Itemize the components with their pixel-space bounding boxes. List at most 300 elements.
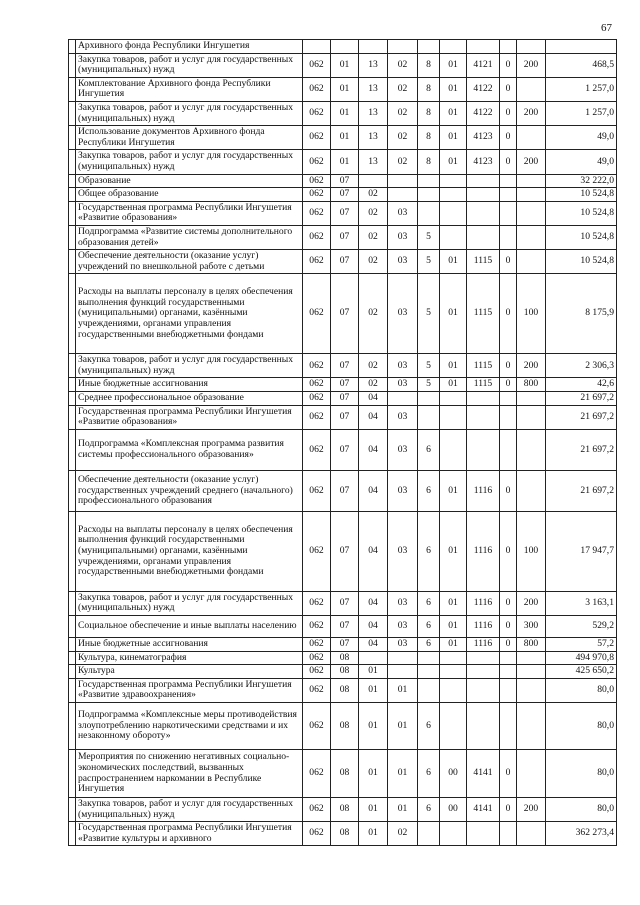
- code-event-cell: [440, 665, 467, 679]
- code-subsection-cell: 02: [359, 201, 388, 225]
- row-margin-cell: [69, 225, 76, 249]
- code-extra-cell: 0: [500, 378, 517, 392]
- item-name-cell: Комплектование Архивного фонда Республики Ингушетия: [76, 77, 303, 101]
- code-program-cell: 03: [388, 201, 418, 225]
- code-program-cell: 02: [388, 77, 418, 101]
- code-section-cell: 01: [331, 126, 359, 150]
- code-expense-type-cell: [517, 470, 546, 511]
- code-subsection-cell: [359, 651, 388, 665]
- code-subsection-cell: [359, 174, 388, 188]
- code-program-cell: 03: [388, 616, 418, 638]
- table-row: [69, 511, 617, 591]
- code-subprogram-cell: 8: [418, 150, 440, 174]
- code-program-cell: 01: [388, 798, 418, 822]
- amount-cell: 80,0: [546, 750, 617, 798]
- amount-cell: 3 163,1: [546, 591, 617, 615]
- code-subprogram-cell: 6: [418, 638, 440, 652]
- code-subprogram-cell: 6: [418, 750, 440, 798]
- code-subprogram-cell: 8: [418, 77, 440, 101]
- code-section-cell: [331, 40, 359, 54]
- table-row: [69, 150, 617, 174]
- code-extra-cell: 0: [500, 798, 517, 822]
- row-margin-cell: [69, 665, 76, 679]
- table-row: [69, 678, 617, 702]
- code-section-cell: 01: [331, 150, 359, 174]
- table-row: [69, 638, 617, 652]
- code-expense-type-cell: [517, 40, 546, 54]
- item-name-cell: Иные бюджетные ассигнования: [76, 638, 303, 652]
- row-margin-cell: [69, 174, 76, 188]
- code-subsection-cell: 04: [359, 591, 388, 615]
- code-admin-cell: 062: [303, 616, 331, 638]
- amount-cell: [546, 40, 617, 54]
- code-admin-cell: 062: [303, 77, 331, 101]
- item-name-cell: Закупка товаров, работ и услуг для государственных (муниципальных) нужд: [76, 53, 303, 77]
- code-direction-cell: [467, 201, 500, 225]
- amount-cell: 425 650,2: [546, 665, 617, 679]
- item-name-cell: Закупка товаров, работ и услуг для государственных (муниципальных) нужд: [76, 150, 303, 174]
- row-margin-cell: [69, 378, 76, 392]
- amount-cell: 21 697,2: [546, 405, 617, 429]
- code-subsection-cell: 04: [359, 405, 388, 429]
- table-row: [69, 53, 617, 77]
- code-extra-cell: [500, 405, 517, 429]
- code-subsection-cell: 01: [359, 822, 388, 846]
- row-margin-cell: [69, 678, 76, 702]
- code-direction-cell: 1116: [467, 616, 500, 638]
- code-extra-cell: 0: [500, 250, 517, 274]
- code-direction-cell: [467, 703, 500, 750]
- code-admin-cell: 062: [303, 511, 331, 591]
- code-direction-cell: 1115: [467, 354, 500, 378]
- table-row: [69, 429, 617, 470]
- code-program-cell: 03: [388, 591, 418, 615]
- code-admin-cell: 062: [303, 429, 331, 470]
- item-name-cell: Закупка товаров, работ и услуг для государственных (муниципальных) нужд: [76, 591, 303, 615]
- code-subprogram-cell: 5: [418, 378, 440, 392]
- table-row: [69, 77, 617, 101]
- code-expense-type-cell: [517, 703, 546, 750]
- code-extra-cell: [500, 225, 517, 249]
- code-program-cell: [388, 392, 418, 406]
- code-subsection-cell: 04: [359, 470, 388, 511]
- amount-cell: 468,5: [546, 53, 617, 77]
- code-subprogram-cell: [418, 651, 440, 665]
- amount-cell: 21 697,2: [546, 429, 617, 470]
- row-margin-cell: [69, 150, 76, 174]
- code-extra-cell: 0: [500, 101, 517, 125]
- code-subprogram-cell: 8: [418, 101, 440, 125]
- code-subprogram-cell: [418, 174, 440, 188]
- code-section-cell: 07: [331, 188, 359, 202]
- row-margin-cell: [69, 40, 76, 54]
- code-admin-cell: 062: [303, 174, 331, 188]
- item-name-cell: Государственная программа Республики Ингушетия «Развитие культуры и архивного: [76, 822, 303, 846]
- code-expense-type-cell: [517, 225, 546, 249]
- code-subprogram-cell: 6: [418, 591, 440, 615]
- code-event-cell: 01: [440, 616, 467, 638]
- item-name-cell: Культура: [76, 665, 303, 679]
- code-expense-type-cell: 200: [517, 101, 546, 125]
- table-row: [69, 274, 617, 354]
- code-event-cell: 01: [440, 274, 467, 354]
- code-event-cell: [440, 678, 467, 702]
- table-row: [69, 651, 617, 665]
- code-section-cell: 07: [331, 638, 359, 652]
- code-event-cell: [440, 405, 467, 429]
- code-section-cell: 07: [331, 274, 359, 354]
- code-subsection-cell: 01: [359, 703, 388, 750]
- row-margin-cell: [69, 511, 76, 591]
- code-expense-type-cell: [517, 678, 546, 702]
- code-extra-cell: [500, 651, 517, 665]
- code-subprogram-cell: 6: [418, 616, 440, 638]
- code-extra-cell: [500, 201, 517, 225]
- code-direction-cell: [467, 174, 500, 188]
- amount-cell: 21 697,2: [546, 470, 617, 511]
- table-row: [69, 126, 617, 150]
- code-program-cell: [388, 188, 418, 202]
- code-extra-cell: [500, 822, 517, 846]
- code-subprogram-cell: 5: [418, 250, 440, 274]
- code-admin-cell: 062: [303, 703, 331, 750]
- row-margin-cell: [69, 750, 76, 798]
- item-name-cell: Обеспечение деятельности (оказание услуг) учреждений по внешкольной работе с детьми: [76, 250, 303, 274]
- code-expense-type-cell: [517, 77, 546, 101]
- amount-cell: 2 306,3: [546, 354, 617, 378]
- code-program-cell: 02: [388, 126, 418, 150]
- row-margin-cell: [69, 77, 76, 101]
- code-extra-cell: [500, 392, 517, 406]
- code-program-cell: 02: [388, 150, 418, 174]
- budget-table: [68, 39, 617, 846]
- code-program-cell: 03: [388, 354, 418, 378]
- amount-cell: 10 524,8: [546, 225, 617, 249]
- code-expense-type-cell: [517, 665, 546, 679]
- code-section-cell: 07: [331, 616, 359, 638]
- code-event-cell: [440, 703, 467, 750]
- code-admin-cell: 062: [303, 750, 331, 798]
- code-extra-cell: [500, 678, 517, 702]
- row-margin-cell: [69, 188, 76, 202]
- code-admin-cell: 062: [303, 378, 331, 392]
- code-section-cell: 01: [331, 101, 359, 125]
- code-program-cell: 03: [388, 225, 418, 249]
- item-name-cell: Использование документов Архивного фонда Республики Ингушетия: [76, 126, 303, 150]
- code-event-cell: 01: [440, 77, 467, 101]
- code-subprogram-cell: 6: [418, 703, 440, 750]
- amount-cell: 21 697,2: [546, 392, 617, 406]
- table-row: [69, 250, 617, 274]
- code-program-cell: 03: [388, 470, 418, 511]
- code-direction-cell: [467, 405, 500, 429]
- code-direction-cell: 1115: [467, 274, 500, 354]
- item-name-cell: Иные бюджетные ассигнования: [76, 378, 303, 392]
- row-margin-cell: [69, 429, 76, 470]
- code-expense-type-cell: 100: [517, 511, 546, 591]
- amount-cell: 80,0: [546, 703, 617, 750]
- code-extra-cell: 0: [500, 616, 517, 638]
- code-admin-cell: 062: [303, 126, 331, 150]
- table-row: [69, 665, 617, 679]
- code-event-cell: [440, 651, 467, 665]
- code-admin-cell: 062: [303, 392, 331, 406]
- item-name-cell: Социальное обеспечение и иные выплаты населению: [76, 616, 303, 638]
- amount-cell: 8 175,9: [546, 274, 617, 354]
- code-extra-cell: 0: [500, 77, 517, 101]
- code-expense-type-cell: [517, 429, 546, 470]
- item-name-cell: Общее образование: [76, 188, 303, 202]
- amount-cell: 362 273,4: [546, 822, 617, 846]
- code-admin-cell: 062: [303, 150, 331, 174]
- item-name-cell: Государственная программа Республики Ингушетия «Развитие здравоохранения»: [76, 678, 303, 702]
- table-row: [69, 354, 617, 378]
- code-expense-type-cell: 100: [517, 274, 546, 354]
- code-section-cell: 07: [331, 470, 359, 511]
- table-row: [69, 392, 617, 406]
- code-extra-cell: 0: [500, 150, 517, 174]
- item-name-cell: Закупка товаров, работ и услуг для государственных (муниципальных) нужд: [76, 354, 303, 378]
- code-expense-type-cell: [517, 126, 546, 150]
- code-subsection-cell: [359, 40, 388, 54]
- code-subprogram-cell: 8: [418, 126, 440, 150]
- code-direction-cell: 4141: [467, 750, 500, 798]
- code-event-cell: [440, 40, 467, 54]
- amount-cell: 10 524,8: [546, 250, 617, 274]
- code-program-cell: 03: [388, 405, 418, 429]
- amount-cell: 42,6: [546, 378, 617, 392]
- code-subsection-cell: 02: [359, 354, 388, 378]
- code-section-cell: 08: [331, 750, 359, 798]
- code-expense-type-cell: [517, 188, 546, 202]
- code-program-cell: [388, 665, 418, 679]
- code-subsection-cell: 01: [359, 678, 388, 702]
- code-program-cell: 02: [388, 53, 418, 77]
- code-admin-cell: 062: [303, 354, 331, 378]
- code-extra-cell: 0: [500, 511, 517, 591]
- code-admin-cell: 062: [303, 678, 331, 702]
- item-name-cell: Государственная программа Республики Ингушетия «Развитие образования»: [76, 201, 303, 225]
- code-section-cell: 08: [331, 678, 359, 702]
- code-program-cell: [388, 651, 418, 665]
- code-subsection-cell: 01: [359, 798, 388, 822]
- code-admin-cell: 062: [303, 665, 331, 679]
- code-subsection-cell: 01: [359, 665, 388, 679]
- code-direction-cell: 4122: [467, 77, 500, 101]
- table-row: [69, 225, 617, 249]
- code-extra-cell: 0: [500, 591, 517, 615]
- code-event-cell: 01: [440, 378, 467, 392]
- code-admin-cell: 062: [303, 274, 331, 354]
- code-admin-cell: 062: [303, 651, 331, 665]
- code-subprogram-cell: [418, 405, 440, 429]
- item-name-cell: Закупка товаров, работ и услуг для государственных (муниципальных) нужд: [76, 798, 303, 822]
- code-extra-cell: 0: [500, 274, 517, 354]
- code-subprogram-cell: 5: [418, 354, 440, 378]
- code-admin-cell: 062: [303, 405, 331, 429]
- code-direction-cell: [467, 225, 500, 249]
- code-subprogram-cell: 8: [418, 53, 440, 77]
- code-direction-cell: 4121: [467, 53, 500, 77]
- code-section-cell: 01: [331, 53, 359, 77]
- code-event-cell: 00: [440, 750, 467, 798]
- code-event-cell: 01: [440, 250, 467, 274]
- code-event-cell: 01: [440, 126, 467, 150]
- code-extra-cell: 0: [500, 470, 517, 511]
- code-event-cell: [440, 188, 467, 202]
- code-extra-cell: [500, 174, 517, 188]
- code-direction-cell: 1116: [467, 591, 500, 615]
- code-subprogram-cell: 6: [418, 470, 440, 511]
- code-subsection-cell: 02: [359, 274, 388, 354]
- code-subprogram-cell: [418, 822, 440, 846]
- code-expense-type-cell: 300: [517, 616, 546, 638]
- code-extra-cell: [500, 703, 517, 750]
- code-program-cell: 01: [388, 703, 418, 750]
- row-margin-cell: [69, 250, 76, 274]
- item-name-cell: Подпрограмма «Развитие системы дополнительного образования детей»: [76, 225, 303, 249]
- code-subprogram-cell: 5: [418, 225, 440, 249]
- code-admin-cell: 062: [303, 101, 331, 125]
- table-row: [69, 616, 617, 638]
- code-section-cell: 07: [331, 429, 359, 470]
- code-subsection-cell: 13: [359, 53, 388, 77]
- code-program-cell: 03: [388, 511, 418, 591]
- code-subprogram-cell: [418, 392, 440, 406]
- amount-cell: 32 222,0: [546, 174, 617, 188]
- code-section-cell: 08: [331, 651, 359, 665]
- table-row: [69, 174, 617, 188]
- code-extra-cell: 0: [500, 638, 517, 652]
- code-subprogram-cell: [418, 665, 440, 679]
- code-subprogram-cell: [418, 40, 440, 54]
- code-program-cell: 03: [388, 250, 418, 274]
- table-row: [69, 750, 617, 798]
- code-program-cell: 01: [388, 750, 418, 798]
- code-program-cell: 02: [388, 101, 418, 125]
- table-row: [69, 378, 617, 392]
- code-event-cell: 00: [440, 798, 467, 822]
- code-event-cell: [440, 429, 467, 470]
- code-direction-cell: 1115: [467, 250, 500, 274]
- row-margin-cell: [69, 591, 76, 615]
- item-name-cell: Среднее профессиональное образование: [76, 392, 303, 406]
- amount-cell: 80,0: [546, 798, 617, 822]
- code-direction-cell: 4123: [467, 150, 500, 174]
- row-margin-cell: [69, 651, 76, 665]
- table-row: [69, 798, 617, 822]
- code-direction-cell: [467, 188, 500, 202]
- row-margin-cell: [69, 274, 76, 354]
- amount-cell: 80,0: [546, 678, 617, 702]
- row-margin-cell: [69, 392, 76, 406]
- code-extra-cell: 0: [500, 354, 517, 378]
- item-name-cell: Обеспечение деятельности (оказание услуг) государственных учреждений среднего (начального) профессионального образования: [76, 470, 303, 511]
- table-row: [69, 405, 617, 429]
- table-row: [69, 703, 617, 750]
- code-subprogram-cell: [418, 678, 440, 702]
- code-program-cell: 03: [388, 429, 418, 470]
- code-expense-type-cell: 200: [517, 53, 546, 77]
- code-direction-cell: 4123: [467, 126, 500, 150]
- code-expense-type-cell: [517, 822, 546, 846]
- table-row: [69, 470, 617, 511]
- code-expense-type-cell: [517, 174, 546, 188]
- code-section-cell: 08: [331, 798, 359, 822]
- code-direction-cell: [467, 429, 500, 470]
- code-subsection-cell: 04: [359, 638, 388, 652]
- amount-cell: 10 524,8: [546, 201, 617, 225]
- row-margin-cell: [69, 126, 76, 150]
- amount-cell: 49,0: [546, 150, 617, 174]
- code-expense-type-cell: [517, 651, 546, 665]
- code-direction-cell: 1115: [467, 378, 500, 392]
- table-row: [69, 822, 617, 846]
- amount-cell: 57,2: [546, 638, 617, 652]
- code-program-cell: 03: [388, 274, 418, 354]
- code-event-cell: 01: [440, 470, 467, 511]
- code-subsection-cell: 13: [359, 101, 388, 125]
- code-subprogram-cell: [418, 188, 440, 202]
- row-margin-cell: [69, 470, 76, 511]
- row-margin-cell: [69, 638, 76, 652]
- code-subprogram-cell: 5: [418, 274, 440, 354]
- code-admin-cell: 062: [303, 53, 331, 77]
- code-direction-cell: 1116: [467, 638, 500, 652]
- item-name-cell: Архивного фонда Республики Ингушетия: [76, 40, 303, 54]
- code-event-cell: 01: [440, 101, 467, 125]
- amount-cell: 49,0: [546, 126, 617, 150]
- code-section-cell: 07: [331, 392, 359, 406]
- row-margin-cell: [69, 616, 76, 638]
- item-name-cell: Мероприятия по снижению негативных социально-экономических последствий, вызванных распространением наркомании в Республике Ингушетия: [76, 750, 303, 798]
- code-extra-cell: [500, 188, 517, 202]
- code-admin-cell: 062: [303, 822, 331, 846]
- code-extra-cell: [500, 429, 517, 470]
- code-expense-type-cell: 200: [517, 591, 546, 615]
- page-number: 67: [601, 22, 612, 34]
- code-section-cell: 08: [331, 665, 359, 679]
- item-name-cell: Государственная программа Республики Ингушетия «Развитие образования»: [76, 405, 303, 429]
- code-direction-cell: 4141: [467, 798, 500, 822]
- code-subsection-cell: 13: [359, 126, 388, 150]
- code-admin-cell: [303, 40, 331, 54]
- code-admin-cell: 062: [303, 591, 331, 615]
- code-direction-cell: [467, 40, 500, 54]
- code-subsection-cell: 02: [359, 378, 388, 392]
- row-margin-cell: [69, 201, 76, 225]
- code-admin-cell: 062: [303, 798, 331, 822]
- row-margin-cell: [69, 822, 76, 846]
- code-subsection-cell: 02: [359, 250, 388, 274]
- code-extra-cell: 0: [500, 750, 517, 798]
- code-section-cell: 07: [331, 354, 359, 378]
- code-direction-cell: 1116: [467, 470, 500, 511]
- code-direction-cell: [467, 822, 500, 846]
- code-expense-type-cell: [517, 201, 546, 225]
- code-subprogram-cell: 6: [418, 429, 440, 470]
- code-direction-cell: [467, 392, 500, 406]
- code-section-cell: 07: [331, 405, 359, 429]
- amount-cell: 10 524,8: [546, 188, 617, 202]
- code-event-cell: 01: [440, 638, 467, 652]
- row-margin-cell: [69, 798, 76, 822]
- item-name-cell: Расходы на выплаты персоналу в целях обеспечения выполнения функций государственными (муниципальными) органами, казёнными учреждениями, органами управления государственными внебюджетными фондами: [76, 511, 303, 591]
- code-expense-type-cell: 800: [517, 638, 546, 652]
- code-section-cell: 01: [331, 77, 359, 101]
- code-direction-cell: 4122: [467, 101, 500, 125]
- amount-cell: 494 970,8: [546, 651, 617, 665]
